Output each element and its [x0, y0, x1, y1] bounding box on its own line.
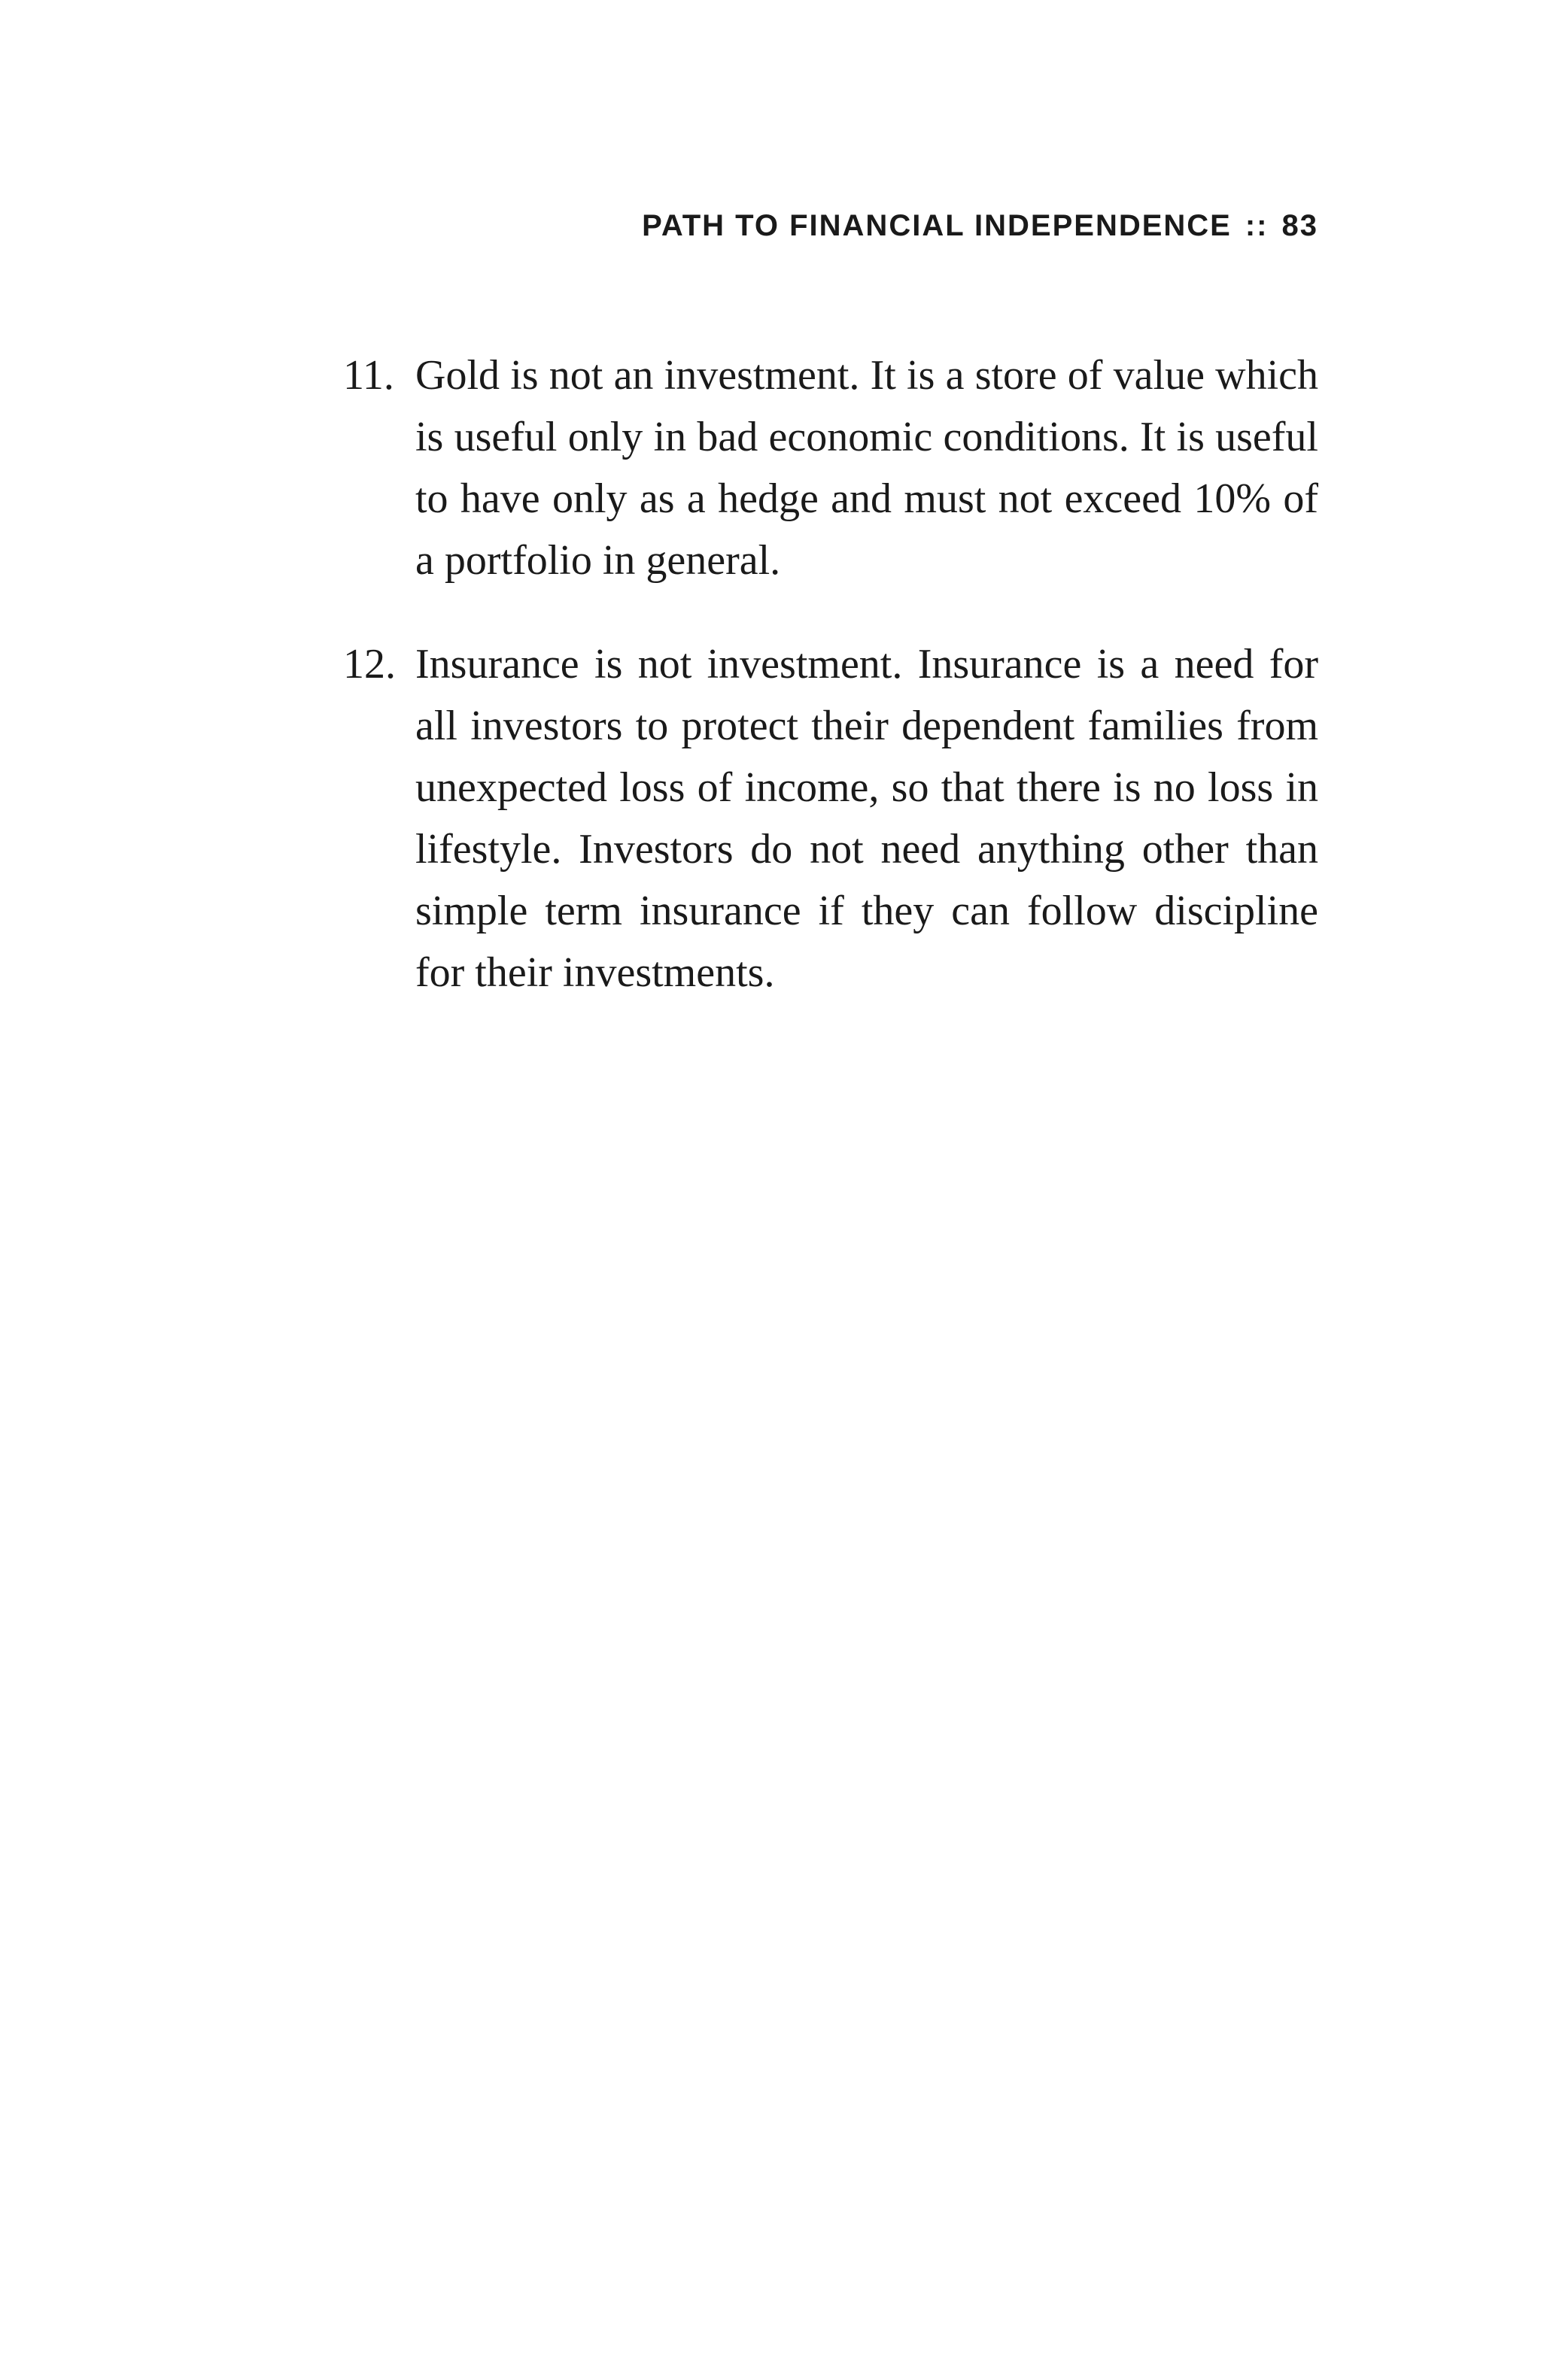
list-item-text: Gold is not an investment. It is a store of value which is useful only in bad economic conditions. It is useful to have only as a hedge and must not exceed 10% of a portfolio in general.: [415, 352, 1318, 584]
running-head-separator: ::: [1245, 209, 1269, 242]
list-item-12: [343, 633, 1318, 1003]
list-item-number: 11.: [343, 352, 394, 399]
running-head-title: PATH TO FINANCIAL INDEPENDENCE: [642, 209, 1232, 242]
page-number: 83: [1281, 209, 1318, 242]
numbered-list: [343, 345, 1318, 1046]
running-head: [642, 205, 1318, 247]
list-item-number: 12.: [343, 641, 396, 688]
list-item-11: [343, 345, 1318, 591]
list-item-text: Insurance is not investment. Insurance is a need for all investors to protect their dependent families from unexpected loss of income, so that there is no loss in lifestyle. Investors do not need anything other than simple term insurance if they can follow discipline for their investments.: [415, 641, 1318, 996]
